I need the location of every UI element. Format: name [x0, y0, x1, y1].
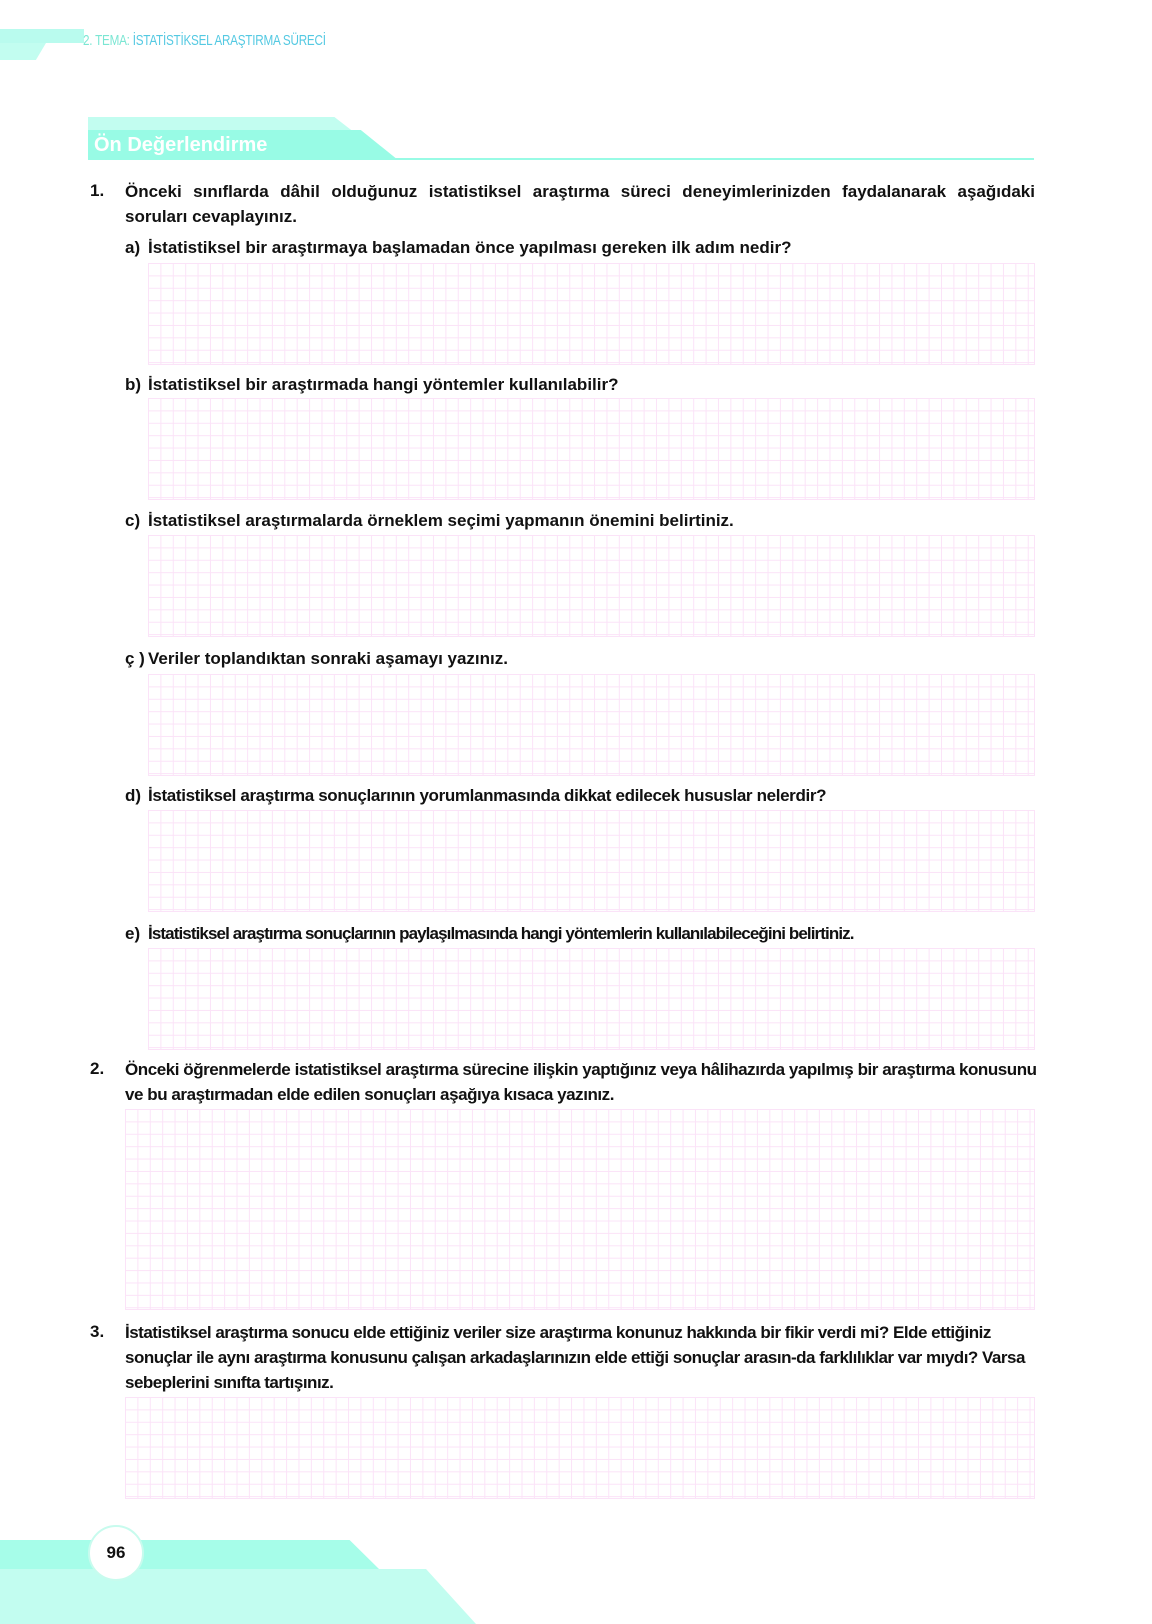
- subquestion-label: b): [125, 375, 142, 394]
- chapter-title: [83, 32, 326, 49]
- subquestion-text: İstatistiksel bir araştırmada hangi yöntemler kullanılabilir?: [148, 375, 619, 394]
- subquestion-label: e): [125, 924, 141, 943]
- answer-grid-a[interactable]: [148, 263, 1035, 365]
- header-band: [0, 29, 84, 43]
- header-band-lower: [0, 43, 46, 60]
- subquestion-text: Veriler toplandıktan sonraki aşamayı yazınız.: [148, 649, 508, 668]
- chapter-number: 2. TEMA:: [83, 32, 130, 49]
- answer-grid-e[interactable]: [148, 948, 1035, 1050]
- question-text: İstatistiksel araştırma sonucu elde ettiğiniz veriler size araştırma konunuz hakkında bir fikir verdi mi? Elde ettiğiniz sonuçlar ile aynı araştırma konusunu çalışan arkadaşlarınızın elde ettiği sonuçlar arasın-da farklılıklar var mıydı? Varsa sebeplerini sınıfta tartışınız.: [125, 1323, 1025, 1392]
- answer-grid-c-cedilla[interactable]: [148, 674, 1035, 776]
- page-number: 96: [88, 1525, 144, 1581]
- question-number: 1.: [90, 181, 105, 200]
- footer-band-lower: [0, 1569, 476, 1624]
- question-text: Önceki öğrenmelerde istatistiksel araştırma sürecine ilişkin yaptığınız veya hâlihazırda yapılmış bir araştırma konusunu ve bu araştırmadan elde edilen sonuçları aşağıya kısaca yazınız.: [125, 1060, 1037, 1104]
- question-number: 3.: [90, 1322, 105, 1341]
- footer-band: [0, 1540, 380, 1570]
- subquestion-text: İstatistiksel araştırma sonuçlarının paylaşılmasında hangi yöntemlerin kullanılabileceğini belirtiniz.: [148, 924, 854, 943]
- subquestion-label: a): [125, 238, 141, 257]
- subquestion-label: c): [125, 511, 141, 530]
- section-title: Ön Değerlendirme: [94, 134, 268, 156]
- answer-grid-b[interactable]: [148, 398, 1035, 500]
- question-text: Önceki sınıflarda dâhil olduğunuz istatistiksel araştırma süreci deneyimlerinizden faydalanarak aşağıdaki soruları cevaplayınız.: [125, 182, 1035, 226]
- answer-grid-d[interactable]: [148, 810, 1035, 912]
- chapter-name: İSTATİSTİKSEL ARAŞTIRMA SÜRECİ: [132, 32, 326, 49]
- subquestion-text: İstatistiksel araştırmalarda örneklem seçimi yapmanın önemini belirtiniz.: [148, 511, 734, 530]
- answer-grid-question-3[interactable]: [125, 1397, 1035, 1499]
- subquestion-label: ç ): [125, 649, 145, 668]
- answer-grid-c[interactable]: [148, 535, 1035, 637]
- answer-grid-question-2[interactable]: [125, 1109, 1035, 1310]
- section-header-underline: [88, 158, 1034, 160]
- question-number: 2.: [90, 1059, 105, 1078]
- subquestion-text: İstatistiksel araştırma sonuçlarının yorumlanmasında dikkat edilecek hususlar nelerdir?: [148, 786, 827, 805]
- subquestion-text: İstatistiksel bir araştırmaya başlamadan önce yapılması gereken ilk adım nedir?: [148, 238, 792, 257]
- subquestion-label: d): [125, 786, 142, 805]
